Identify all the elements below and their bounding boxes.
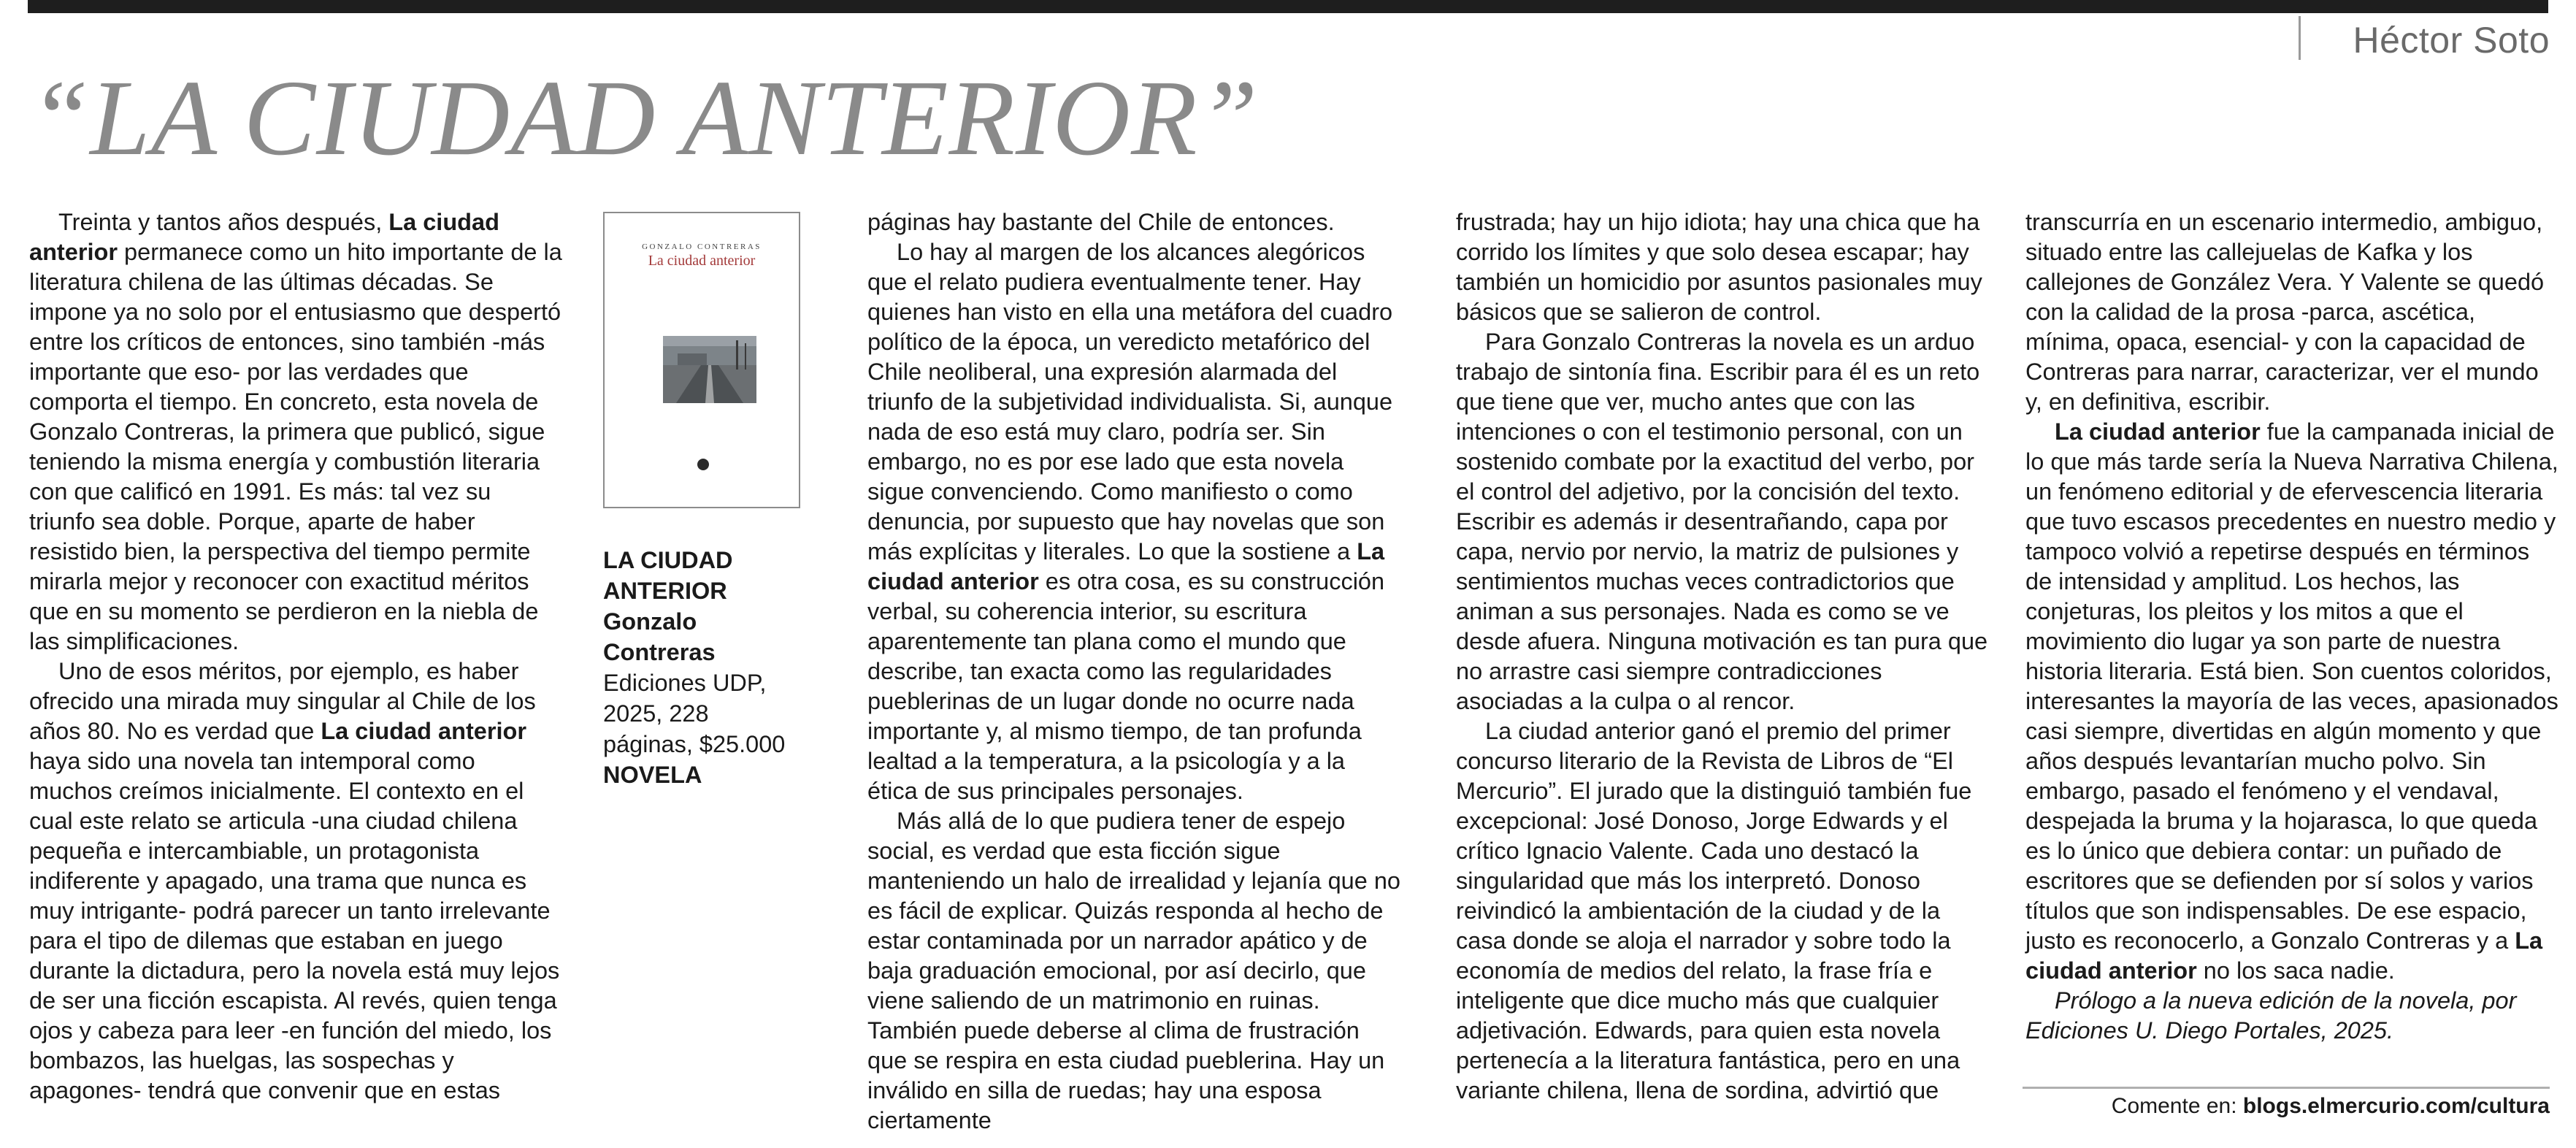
footer-rule [2023,1087,2550,1089]
book-title-mention: La ciudad anterior [29,209,499,265]
top-rule [28,0,2548,13]
paragraph: Uno de esos méritos, por ejemplo, es haber ofrecido una mirada muy singular al Chile de los años 80. No es verdad que La ciudad anterior haya sido una novela tan intemporal como muchos creímos inicialmente. El contexto en el cual este relato se articula -una ciudad chilena pequeña e intercambiable, un protagonista indiferente y apagado, una trama que nunca es muy intrigante- podrá parecer un tanto irrelevante para el tipo de dilemas que estaban en juego durante la dictadura, pero la novela está muy lejos de ser una ficción escapista. Al revés, quien tenga ojos y cabeza para leer -en función del miedo, los bombazos, las huelgas, las sospechas y apagones- tendrá que convenir que en estas [29,658,560,1103]
paragraph: Más allá de lo que pudiera tener de espejo social, es verdad que esta ficción sigue manteniendo un halo de irrealidad y lejanía que no es fácil de explicar. Quizás responda al hecho de estar contaminada por un narrador apático y de baja graduación emocional, por así decirlo, que viene saliendo de un matrimonio en ruinas. También puede deberse al clima de frustración que se respira en esta ciudad pueblerina. Hay un inválido en silla de ruedas; hay una esposa ciertamente [867,808,1400,1133]
byline-author: Héctor Soto [2353,20,2550,61]
book-genre: NOVELA [603,762,702,788]
book-detail: Ediciones UDP, [603,670,767,696]
book-info [603,545,822,790]
paragraph: Treinta y tantos años después, La ciudad anterior permanece como un hito importante de la literatura chilena de las últimas décadas. Se impone ya no solo por el entusiasmo que despertó entre los críticos de entonces, sino también -más importante que eso- por las verdades que comporta el tiempo. En concreto, esta novela de Gonzalo Contreras, la primera que publicó, sigue teniendo la misma energía y combustión literaria con que calificó en 1991. Es más: tal vez su triunfo sea doble. Porque, aparte de haber resistido bien, la perspectiva del tiempo permite mirarla mejor y reconocer con exactitud méritos que en su momento se perdieron en la niebla de las simplificaciones. [29,209,562,654]
paragraph: La ciudad anterior fue la campanada inicial de lo que más tarde sería la Nueva Narrativa Chilena, un fenómeno editorial y de efervescencia literaria que tuvo escasos precedentes en nuestro medio y tampoco volvió a repetirse después en términos de intensidad y amplitud. Los hechos, las conjeturas, los pleitos y los mitos a que el movimiento dio lugar ya son parte de nuestra historia literaria. Está bien. Son cuentos coloridos, interesantes la mayoría de las veces, apasionados casi siempre, divertidas en algún momento y que años después levantarían mucho polvo. Sin embargo, pasado el fenómeno y el vendaval, despejada la bruma y la hojarasca, lo que queda es lo único que debiera contar: un puñado de escritores que se defienden por sí solos y varios títulos que son indispensables. De ese espacio, justo es reconocerlo, a Gonzalo Contreras y a La ciudad anterior no los saca nadie. [2025,418,2558,984]
publisher-logo-icon [697,459,709,470]
article-column-4 [2025,207,2558,1046]
book-author-line: Contreras [603,639,716,665]
article-column-3 [1456,207,1989,1106]
paragraph: frustrada; hay un hijo idiota; hay una chica que ha corrido los límites y que solo desea escapar; hay también un homicidio por asuntos pasionales muy básicos que se salieron de control. [1456,209,1982,325]
article-column-1 [29,207,562,1106]
paragraph: La ciudad anterior ganó el premio del primer concurso literario de la Revista de Libros de “El Mercurio”. El jurado que la distinguió también fue excepcional: José Donoso, Jorge Edwards y el crítico Ignacio Valente. Cada uno destacó la singularidad que más los interpretó. Donoso reivindicó la ambientación de la ciudad y de la casa donde se aloja el narrador y sobre todo la economía de medios del relato, la frase fría e inteligente que dice mucho más que cualquier adjetivación. Edwards, para quien esta novela pertenecía a la literatura fantástica, pero en una variante chilena, llena de sordina, advirtió que [1456,718,1972,1103]
book-title-line: LA CIUDAD [603,547,733,573]
cover-author: GONZALO CONTRERAS [642,242,762,251]
book-detail: páginas, $25.000 [603,731,786,757]
paragraph: transcurría en un escenario intermedio, ambiguo, situado entre las callejuelas de Kafka y los callejones de González Vera. Y Valente se quedó con la calidad de la prosa -parca, ascética, mínima, opaca, esencial- y con la capacidad de Contreras para narrar, caracterizar, ver el mundo y, en definitiva, escribir. [2025,209,2545,415]
comment-footer [2112,1094,2550,1119]
article-headline: “LA CIUDAD ANTERIOR” [29,58,1259,178]
book-title-mention: La ciudad anterior [867,538,1385,594]
article-column-2 [867,207,1400,1136]
comment-link[interactable]: blogs.elmercurio.com/cultura [2242,1094,2550,1118]
book-title-mention: La ciudad anterior [321,718,527,744]
book-title-mention: La ciudad anterior [2025,927,2543,984]
book-title-line: ANTERIOR [603,578,727,604]
paragraph: Lo hay al margen de los alcances alegóricos que el relato pudiera eventualmente tener. Hay quienes han visto en ella una metáfora del cuadro político de la época, un veredicto metafórico del Chile neoliberal, una expresión alarmada del triunfo de la subjetividad individualista. Si, aunque nada de eso está muy claro, podría ser. Sin embargo, no es por ese lado que esta novela sigue convenciendo. Como manifiesto o como denuncia, por supuesto que hay novelas que son más explícitas y literales. Lo que la sostiene a La ciudad anterior es otra cosa, es su construcción verbal, su coherencia interior, su escritura aparentemente tan plana como el mundo que describe, tan exacta como las regularidades pueblerinas de un lugar donde no ocurre nada importante y, al mismo tiempo, de tan profunda lealtad a la temperatura, a la psicología y a la ética de sus principales personajes. [867,239,1393,804]
book-cover-image [603,212,800,508]
byline-divider [2299,16,2301,60]
article-signature: Prólogo a la nueva edición de la novela, por Ediciones U. Diego Portales, 2025. [2025,987,2517,1044]
book-author-line: Gonzalo [603,608,697,635]
book-detail: 2025, 228 [603,700,709,727]
paragraph: páginas hay bastante del Chile de entonces. [867,209,1335,235]
cover-title: La ciudad anterior [648,253,756,269]
footer-label: Comente en: [2111,1094,2243,1118]
paragraph: Para Gonzalo Contreras la novela es un arduo trabajo de sintonía fina. Escribir para él es un reto que tiene que ver, mucho antes que con las intenciones o con el testimonio personal, con un sostenido combate por la exactitud del verbo, por el control del adjetivo, por la concisión del texto. Escribir es además ir desentrañando, capa por capa, nervio por nervio, la matriz de pulsiones y sentimientos muchas veces contradictorios que animan a sus personajes. Nada es como se ve desde afuera. Ninguna motivación es tan pura que no arrastre casi siempre contradicciones asociadas a la culpa o al rencor. [1456,329,1988,714]
book-title-mention: La ciudad anterior [2055,418,2261,445]
cover-road-photo [663,336,756,403]
